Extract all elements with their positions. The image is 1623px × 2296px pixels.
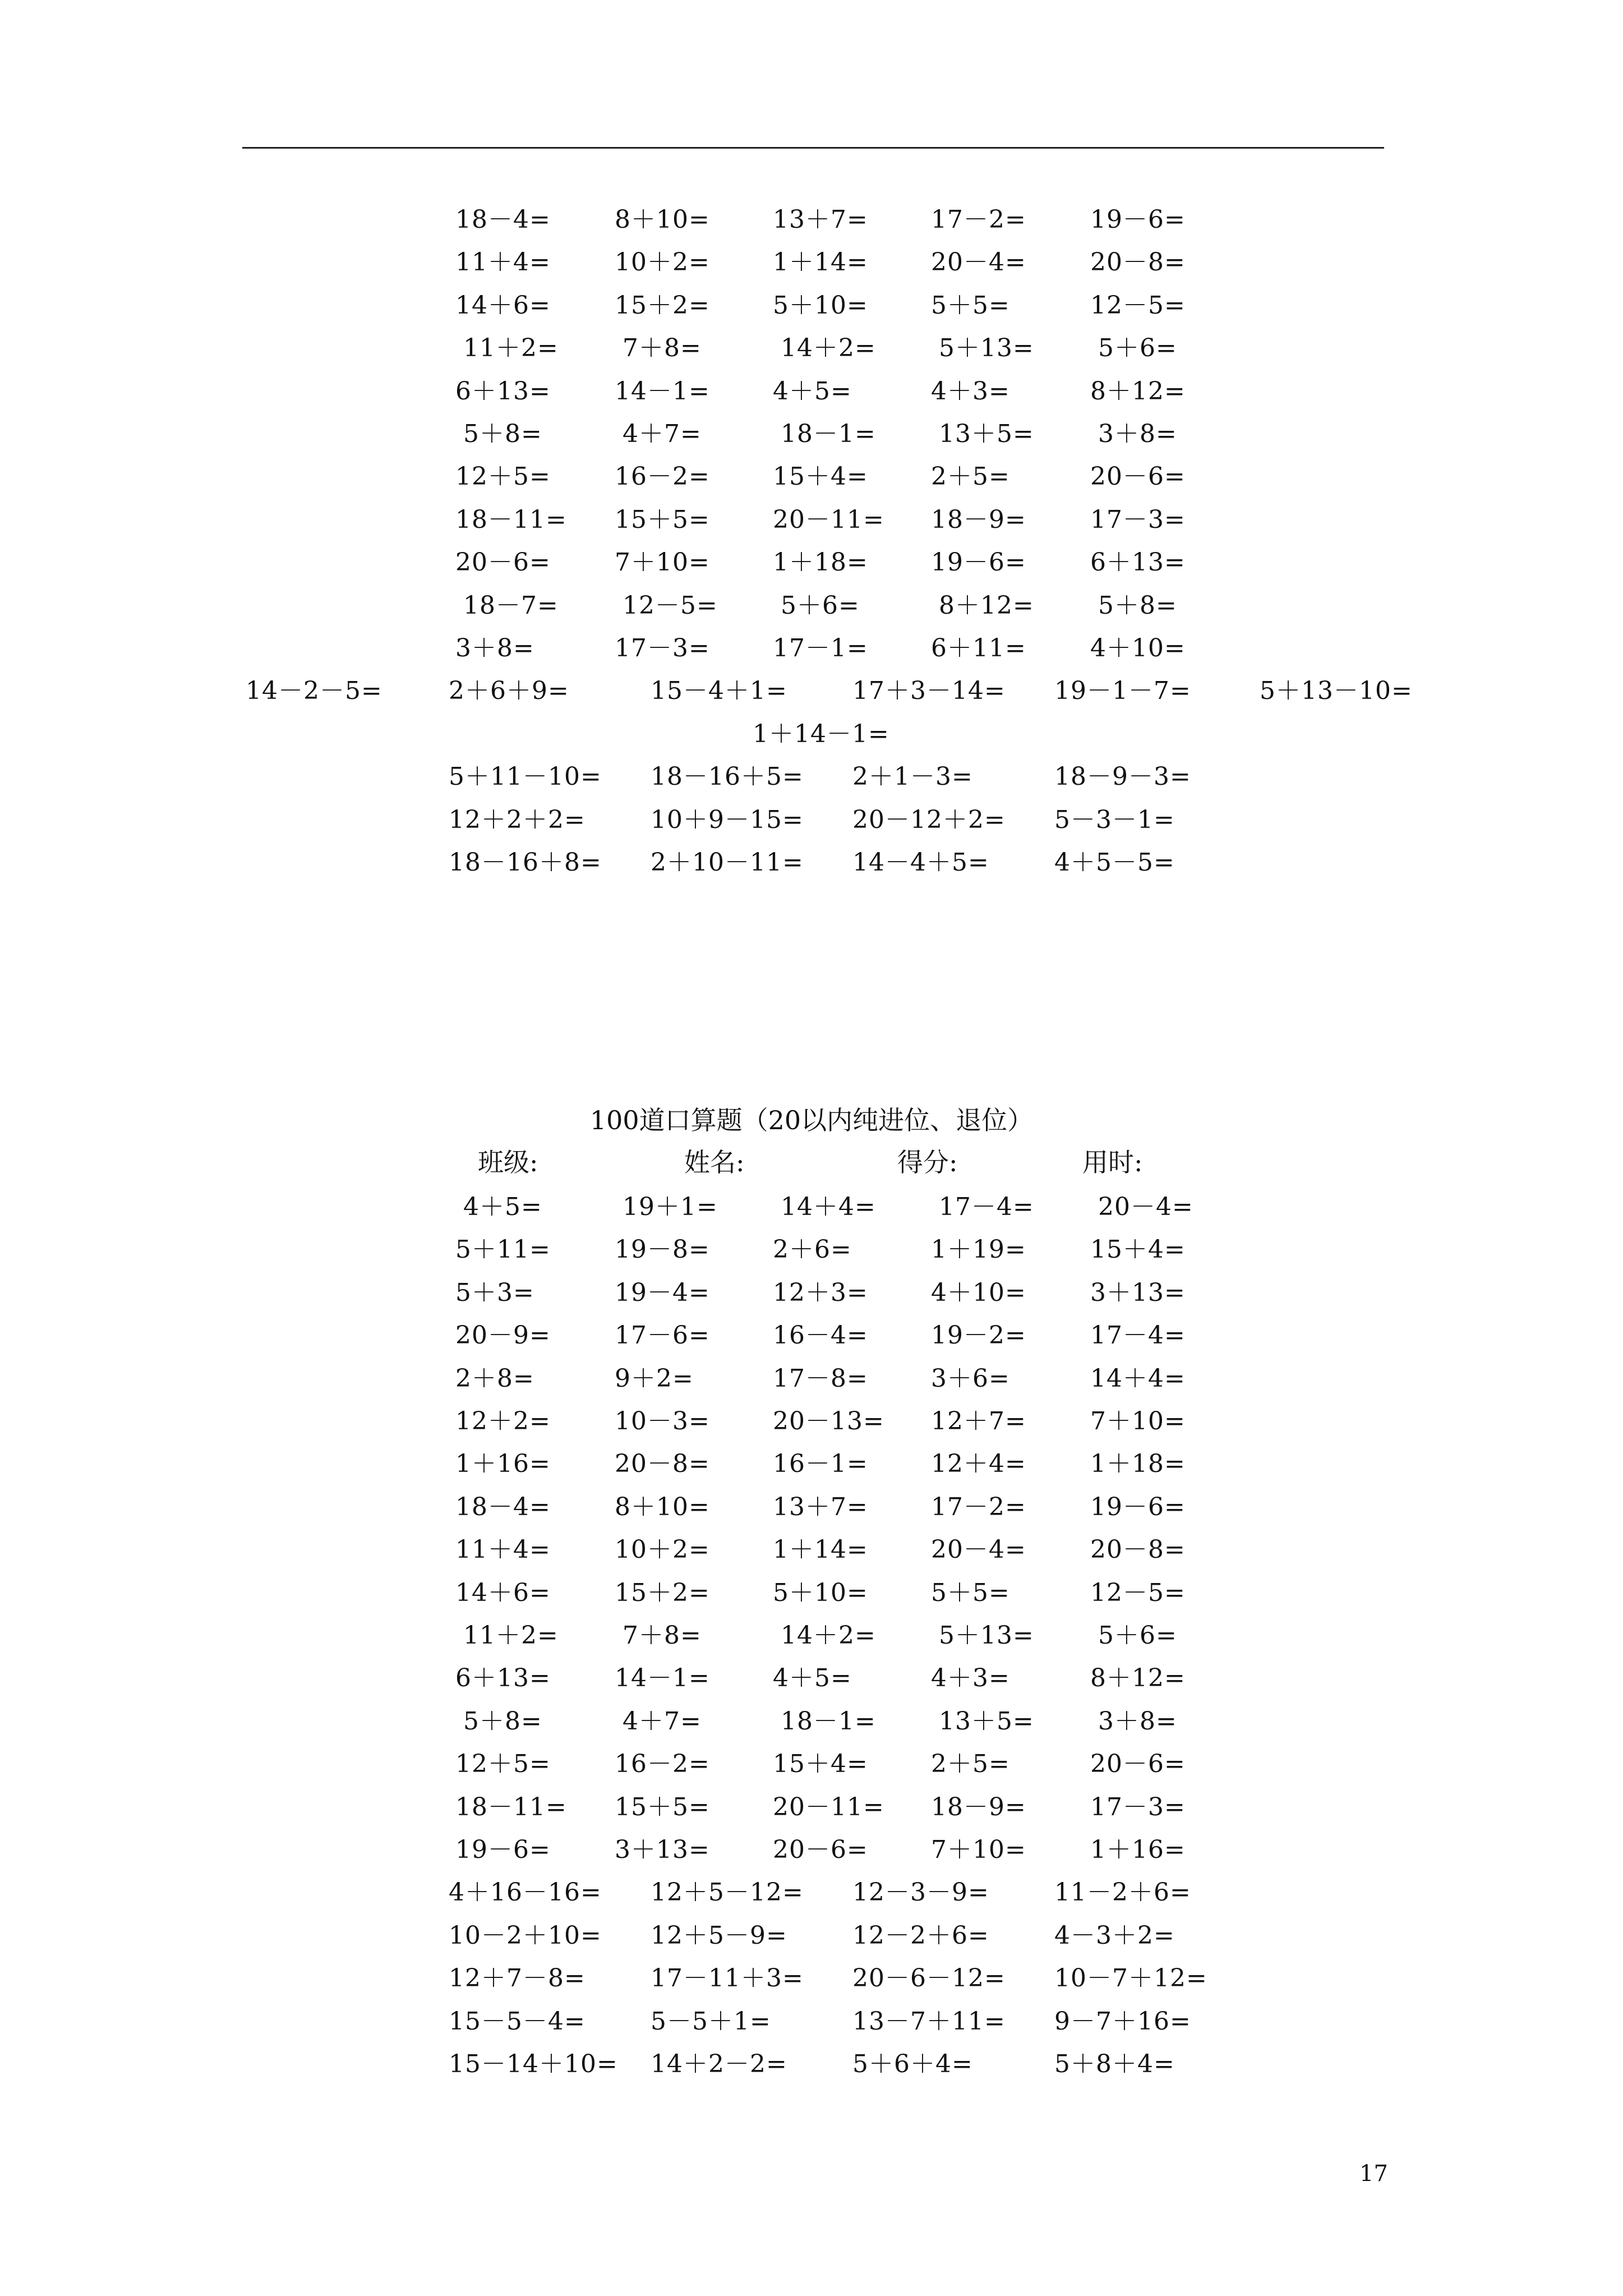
- math-problem: 19－6=: [1090, 205, 1186, 234]
- math-problem: 6＋11=: [931, 634, 1026, 662]
- math-problem: 20－13=: [773, 1407, 884, 1435]
- math-problem: 7＋10=: [615, 548, 710, 577]
- math-problem: 1＋16=: [455, 1450, 551, 1479]
- math-problem: 13＋5=: [939, 420, 1034, 448]
- problem-row: [0, 503, 1623, 537]
- math-problem: 12＋3=: [773, 1278, 868, 1307]
- problem-row: [0, 375, 1623, 408]
- math-problem: 5＋8=: [463, 420, 542, 448]
- math-problem: 10－7＋12=: [1054, 1964, 1207, 1993]
- math-problem: 10＋9－15=: [651, 805, 804, 834]
- math-problem: 5＋11=: [455, 1235, 551, 1264]
- math-problem: 5＋5=: [931, 291, 1010, 320]
- math-problem: 1＋14=: [773, 1535, 868, 1565]
- math-problem: 10＋2=: [615, 248, 710, 277]
- math-problem: 14－2－5=: [246, 677, 382, 706]
- math-problem: 12－5=: [1090, 291, 1186, 320]
- problem-row: [0, 717, 1623, 751]
- math-problem: 15＋4=: [773, 462, 868, 491]
- math-problem: 5＋13=: [939, 1621, 1034, 1650]
- math-problem: 2＋5=: [931, 1750, 1010, 1779]
- math-problem: 2＋1－3=: [852, 762, 973, 792]
- problem-row: [0, 1276, 1623, 1310]
- math-problem: 19－6=: [1090, 1492, 1186, 1521]
- math-problem: 4＋3=: [931, 376, 1010, 406]
- math-problem: 11＋2=: [463, 1621, 559, 1650]
- math-problem: 4－3＋2=: [1054, 1921, 1175, 1950]
- name-label: 姓名:: [684, 1147, 745, 1177]
- math-problem: 19－6=: [455, 1835, 551, 1864]
- problem-row: [0, 1747, 1623, 1781]
- math-problem: 3＋13=: [1090, 1278, 1186, 1307]
- math-problem: 6＋13=: [1090, 548, 1186, 577]
- math-problem: 3＋8=: [455, 634, 534, 662]
- problem-row: [0, 332, 1623, 365]
- math-problem: 3＋13=: [615, 1835, 710, 1864]
- math-problem: 14＋2=: [781, 1621, 876, 1650]
- math-problem: 5＋3=: [455, 1278, 534, 1307]
- math-problem: 14＋6=: [455, 1578, 551, 1607]
- math-problem: 13－7＋11=: [852, 2007, 1006, 2036]
- math-problem: 19－1－7=: [1054, 677, 1191, 706]
- math-problem: 5＋8=: [1098, 591, 1177, 620]
- math-problem: 20－11=: [773, 505, 884, 534]
- math-problem: 4＋5=: [463, 1193, 542, 1221]
- math-problem: 18－16＋8=: [449, 848, 602, 877]
- problem-row: [0, 417, 1623, 451]
- time-label: 用时:: [1082, 1147, 1143, 1177]
- math-problem: 12＋5=: [455, 462, 551, 491]
- math-problem: 20－4=: [1098, 1193, 1193, 1221]
- math-problem: 3＋6=: [931, 1364, 1010, 1393]
- math-problem: 19＋1=: [623, 1193, 718, 1221]
- math-problem: 18－1=: [781, 1706, 876, 1736]
- math-problem: 12＋2=: [455, 1407, 551, 1435]
- math-problem: 1＋19=: [931, 1235, 1026, 1264]
- math-problem: 5＋5=: [931, 1578, 1010, 1607]
- math-problem: 7＋8=: [623, 334, 702, 363]
- math-problem: 20－12＋2=: [852, 805, 1006, 834]
- math-problem: 12＋5=: [455, 1750, 551, 1779]
- problem-row: [0, 546, 1623, 579]
- problem-row: [0, 460, 1623, 494]
- math-problem: 17－11＋3=: [651, 1964, 804, 1993]
- math-problem: 19－4=: [615, 1278, 710, 1307]
- math-problem: 12＋2＋2=: [449, 805, 585, 834]
- math-problem: 17－1=: [773, 634, 868, 662]
- math-problem: 15＋5=: [615, 1792, 710, 1821]
- math-problem: 20－6=: [1090, 1750, 1186, 1779]
- math-problem: 10－3=: [615, 1407, 710, 1435]
- math-problem: 13＋7=: [773, 205, 868, 234]
- math-problem: 14＋2－2=: [651, 2050, 787, 2078]
- math-problem: 2＋8=: [455, 1364, 534, 1393]
- problem-row: [0, 846, 1623, 880]
- math-problem: 2＋6＋9=: [449, 677, 569, 706]
- math-problem: 17－3=: [1090, 1792, 1186, 1821]
- math-problem: 11＋2=: [463, 334, 559, 363]
- math-problem: 15＋5=: [615, 505, 710, 534]
- math-problem: 17－3=: [615, 634, 710, 662]
- math-problem: 8＋12=: [1090, 1664, 1186, 1693]
- math-problem: 15＋4=: [773, 1750, 868, 1779]
- math-problem: 5＋6=: [781, 591, 860, 620]
- problem-row: [0, 203, 1623, 237]
- math-problem: 14－1=: [615, 376, 710, 406]
- math-problem: 5＋8=: [463, 1706, 542, 1736]
- math-problem: 12＋5－9=: [651, 1921, 787, 1950]
- math-problem: 18－11=: [455, 1792, 567, 1821]
- math-problem: 12＋7－8=: [449, 1964, 585, 1993]
- problem-row: [0, 1705, 1623, 1738]
- problem-row: [0, 1833, 1623, 1867]
- problem-row: [0, 1319, 1623, 1352]
- math-problem: 4＋3=: [931, 1664, 1010, 1693]
- math-problem: 5＋11－10=: [449, 762, 602, 792]
- problem-row: [0, 1791, 1623, 1824]
- math-problem: 5＋10=: [773, 1578, 868, 1607]
- math-problem: 15＋4=: [1090, 1235, 1186, 1264]
- problem-row: [0, 246, 1623, 279]
- problem-row: [0, 674, 1623, 708]
- math-problem: 3＋8=: [1098, 1706, 1177, 1736]
- math-problem: 18－9－3=: [1054, 762, 1191, 792]
- math-problem: 19－8=: [615, 1235, 710, 1264]
- math-problem: 17－8=: [773, 1364, 868, 1393]
- math-problem: 17－2=: [931, 1492, 1026, 1521]
- math-problem: 14＋4=: [1090, 1364, 1186, 1393]
- math-problem: 12－5=: [1090, 1578, 1186, 1607]
- math-problem: 18－4=: [455, 1492, 551, 1521]
- math-problem: 5＋8＋4=: [1054, 2050, 1175, 2078]
- math-problem: 17＋3－14=: [852, 677, 1006, 706]
- math-problem: 4＋7=: [623, 1706, 702, 1736]
- math-problem: 6＋13=: [455, 376, 551, 406]
- math-problem: 3＋8=: [1098, 420, 1177, 448]
- math-problem: 12－2＋6=: [852, 1921, 989, 1950]
- problem-row: [0, 2047, 1623, 2081]
- math-problem: 18－16＋5=: [651, 762, 804, 792]
- math-problem: 18－9=: [931, 1792, 1026, 1821]
- problem-row: [0, 1190, 1623, 1224]
- math-problem: 1＋14=: [773, 248, 868, 277]
- math-problem: 1＋14－1=: [753, 719, 889, 748]
- problem-row: [0, 803, 1623, 837]
- math-problem: 13＋7=: [773, 1492, 868, 1521]
- math-problem: 2＋5=: [931, 462, 1010, 491]
- math-problem: 20－6=: [455, 548, 551, 577]
- problem-row: [0, 1876, 1623, 1910]
- math-problem: 14＋4=: [781, 1193, 876, 1221]
- math-problem: 8＋12=: [1090, 376, 1186, 406]
- math-problem: 4＋7=: [623, 420, 702, 448]
- math-problem: 2＋6=: [773, 1235, 852, 1264]
- math-problem: 5＋6＋4=: [852, 2050, 973, 2078]
- math-problem: 4＋5=: [773, 1664, 852, 1693]
- math-problem: 20－9=: [455, 1321, 551, 1350]
- problem-row: [0, 589, 1623, 623]
- problem-row: [0, 1619, 1623, 1653]
- math-problem: 15＋2=: [615, 291, 710, 320]
- math-problem: 15－5－4=: [449, 2007, 585, 2036]
- math-problem: 20－11=: [773, 1792, 884, 1821]
- math-problem: 18－11=: [455, 505, 567, 534]
- problem-row: [0, 1662, 1623, 1695]
- math-problem: 2＋10－11=: [651, 848, 804, 877]
- math-problem: 12＋4=: [931, 1450, 1026, 1479]
- math-problem: 10－2＋10=: [449, 1921, 602, 1950]
- problem-row: [0, 1405, 1623, 1438]
- math-problem: 16－2=: [615, 462, 710, 491]
- problem-row: [0, 1962, 1623, 1995]
- math-problem: 17－3=: [1090, 505, 1186, 534]
- math-problem: 11＋4=: [455, 1535, 551, 1565]
- problem-row: [0, 1490, 1623, 1524]
- problem-row: [0, 632, 1623, 665]
- math-problem: 10＋2=: [615, 1535, 710, 1565]
- math-problem: 15＋2=: [615, 1578, 710, 1607]
- math-problem: 5－3－1=: [1054, 805, 1175, 834]
- math-problem: 18－4=: [455, 205, 551, 234]
- math-problem: 1＋18=: [1090, 1450, 1186, 1479]
- problem-row: [0, 1533, 1623, 1567]
- math-problem: 15－4＋1=: [651, 677, 787, 706]
- math-problem: 14＋2=: [781, 334, 876, 363]
- math-problem: 8＋12=: [939, 591, 1034, 620]
- problem-row: [0, 760, 1623, 794]
- math-problem: 8＋10=: [615, 1492, 710, 1521]
- math-problem: 6＋13=: [455, 1664, 551, 1693]
- math-problem: 18－7=: [463, 591, 559, 620]
- math-problem: 9＋2=: [615, 1364, 694, 1393]
- math-problem: 1＋16=: [1090, 1835, 1186, 1864]
- problem-row: [0, 1233, 1623, 1267]
- math-problem: 12＋7=: [931, 1407, 1026, 1435]
- math-problem: 4＋10=: [931, 1278, 1026, 1307]
- math-problem: 15－14＋10=: [449, 2050, 618, 2078]
- math-problem: 17－2=: [931, 205, 1026, 234]
- math-problem: 13＋5=: [939, 1706, 1034, 1736]
- math-problem: 5＋13=: [939, 334, 1034, 363]
- math-problem: 12－3－9=: [852, 1878, 989, 1907]
- math-problem: 20－8=: [615, 1450, 710, 1479]
- worksheet-title: 100道口算题（20以内纯进位、退位）: [589, 1105, 1034, 1135]
- math-problem: 4＋5－5=: [1054, 848, 1175, 877]
- math-problem: 20－4=: [931, 1535, 1026, 1565]
- math-problem: 1＋18=: [773, 548, 868, 577]
- problem-row: [0, 289, 1623, 323]
- math-problem: 11－2＋6=: [1054, 1878, 1191, 1907]
- math-problem: 11＋4=: [455, 248, 551, 277]
- math-problem: 4＋10=: [1090, 634, 1186, 662]
- math-problem: 17－6=: [615, 1321, 710, 1350]
- math-problem: 20－8=: [1090, 1535, 1186, 1565]
- math-problem: 20－6－12=: [852, 1964, 1006, 1993]
- math-problem: 19－2=: [931, 1321, 1026, 1350]
- math-problem: 20－6=: [773, 1835, 868, 1864]
- math-problem: 5＋10=: [773, 291, 868, 320]
- math-problem: 5＋13－10=: [1260, 677, 1413, 706]
- math-problem: 9－7＋16=: [1054, 2007, 1191, 2036]
- page-number: 17: [1359, 2161, 1388, 2187]
- math-problem: 14－1=: [615, 1664, 710, 1693]
- math-problem: 7＋8=: [623, 1621, 702, 1650]
- math-problem: 20－6=: [1090, 462, 1186, 491]
- problem-row: [0, 1576, 1623, 1610]
- problem-row: [0, 2005, 1623, 2039]
- math-problem: 7＋10=: [931, 1835, 1026, 1864]
- math-problem: 14＋6=: [455, 291, 551, 320]
- math-problem: 14－4＋5=: [852, 848, 989, 877]
- math-problem: 4＋5=: [773, 376, 852, 406]
- score-label: 得分:: [897, 1147, 958, 1177]
- math-problem: 20－8=: [1090, 248, 1186, 277]
- math-problem: 4＋16－16=: [449, 1878, 602, 1907]
- problem-row: [0, 1919, 1623, 1953]
- math-problem: 5＋6=: [1098, 1621, 1177, 1650]
- math-problem: 12－5=: [623, 591, 718, 620]
- math-problem: 20－4=: [931, 248, 1026, 277]
- math-problem: 7＋10=: [1090, 1407, 1186, 1435]
- math-problem: 16－2=: [615, 1750, 710, 1779]
- math-problem: 8＋10=: [615, 205, 710, 234]
- problem-row: [0, 1362, 1623, 1396]
- math-problem: 16－4=: [773, 1321, 868, 1350]
- math-problem: 12＋5－12=: [651, 1878, 804, 1907]
- math-problem: 5－5＋1=: [651, 2007, 771, 2036]
- math-problem: 19－6=: [931, 548, 1026, 577]
- math-problem: 18－9=: [931, 505, 1026, 534]
- problem-row: [0, 1447, 1623, 1481]
- math-problem: 17－4=: [939, 1193, 1034, 1221]
- class-label: 班级:: [478, 1147, 538, 1177]
- math-problem: 16－1=: [773, 1450, 868, 1479]
- math-problem: 17－4=: [1090, 1321, 1186, 1350]
- math-problem: 5＋6=: [1098, 334, 1177, 363]
- math-problem: 18－1=: [781, 420, 876, 448]
- header-rule: [242, 147, 1384, 149]
